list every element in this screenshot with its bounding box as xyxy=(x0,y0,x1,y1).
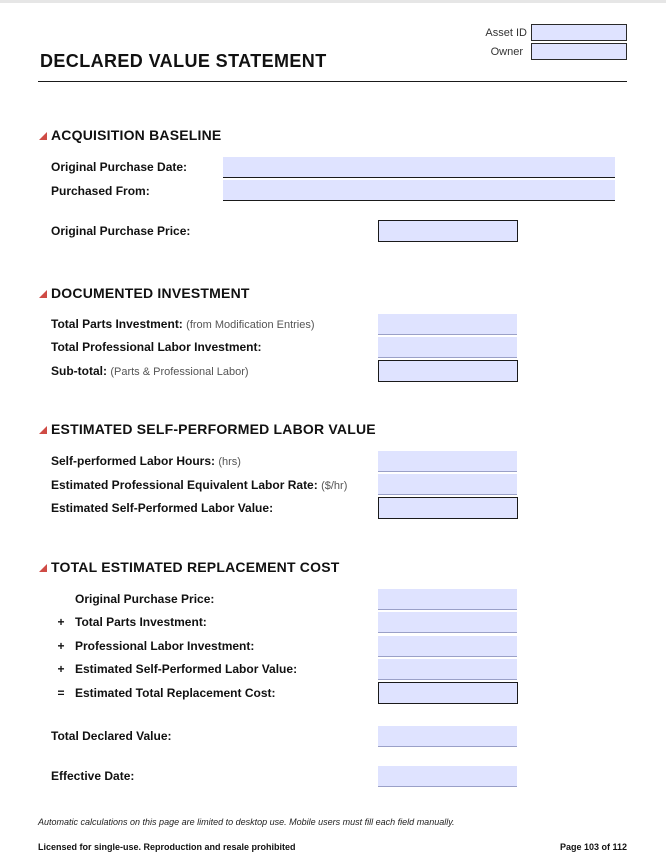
section-marker-icon xyxy=(39,132,47,140)
asset-id-label: Asset ID xyxy=(485,27,527,39)
professional-labor-label: Total Professional Labor Investment: xyxy=(51,340,262,354)
professional-labor-field[interactable] xyxy=(378,337,517,358)
owner-label: Owner xyxy=(490,46,523,58)
purchased-from-field[interactable] xyxy=(223,180,615,201)
section-marker-icon xyxy=(39,290,47,298)
subtotal-field[interactable] xyxy=(378,360,518,382)
purchase-date-label: Original Purchase Date: xyxy=(51,160,188,174)
parts-investment-note: (from Modification Entries) xyxy=(186,319,315,331)
replacement-labor-field[interactable] xyxy=(378,636,517,657)
declared-value-label: Total Declared Value: xyxy=(51,729,172,743)
purchased-from-label: Purchased From: xyxy=(51,184,150,198)
purchase-price-label: Original Purchase Price: xyxy=(51,224,191,238)
plus-operator: + xyxy=(57,639,65,653)
replacement-total-field[interactable] xyxy=(378,682,518,704)
effective-date-field[interactable] xyxy=(378,766,517,787)
labor-rate-label xyxy=(51,478,347,492)
section-replacement-cost xyxy=(39,559,339,575)
section-acquisition-baseline xyxy=(39,127,221,143)
replacement-self-labor-label: Estimated Self-Performed Labor Value: xyxy=(75,662,298,676)
labor-hours-note: (hrs) xyxy=(218,456,241,468)
replacement-parts-label: Total Parts Investment: xyxy=(75,615,207,629)
owner-field[interactable] xyxy=(531,43,627,60)
parts-investment-text: Total Parts Investment: xyxy=(51,317,183,331)
parts-investment-label xyxy=(51,317,315,331)
subtotal-note: (Parts & Professional Labor) xyxy=(110,366,249,378)
top-border xyxy=(0,0,666,3)
effective-date-label: Effective Date: xyxy=(51,769,135,783)
section-title: ACQUISITION BASELINE xyxy=(51,127,222,143)
replacement-total-label: Estimated Total Replacement Cost: xyxy=(75,686,276,700)
labor-hours-text: Self-performed Labor Hours: xyxy=(51,454,216,468)
replacement-labor-label: Professional Labor Investment: xyxy=(75,639,255,653)
page-number: Page 103 of 112 xyxy=(559,842,627,852)
labor-hours-field[interactable] xyxy=(378,451,517,472)
footer-note: Automatic calculations on this page are limited to desktop use. Mobile users must fill each field manually. xyxy=(38,817,455,827)
title-divider xyxy=(38,81,627,82)
section-marker-icon xyxy=(39,426,47,434)
self-labor-value-label: Estimated Self-Performed Labor Value: xyxy=(51,501,274,515)
section-title: DOCUMENTED INVESTMENT xyxy=(51,285,250,301)
labor-rate-note: ($/hr) xyxy=(321,480,348,492)
parts-investment-field[interactable] xyxy=(378,314,517,335)
self-labor-value-field[interactable] xyxy=(378,497,518,519)
replacement-purchase-price-field[interactable] xyxy=(378,589,517,610)
replacement-purchase-price-label: Original Purchase Price: xyxy=(75,592,215,606)
plus-operator: + xyxy=(57,662,65,676)
replacement-parts-field[interactable] xyxy=(378,612,517,633)
license-text: Licensed for single-use. Reproduction and resale prohibited xyxy=(38,842,296,852)
section-self-performed-labor xyxy=(39,421,376,437)
purchase-price-field[interactable] xyxy=(378,220,518,242)
purchase-date-field[interactable] xyxy=(223,157,615,178)
plus-operator: + xyxy=(57,615,65,629)
subtotal-text: Sub-total: xyxy=(51,364,107,378)
section-documented-investment xyxy=(39,285,250,301)
equals-operator: = xyxy=(57,686,65,700)
section-title: ESTIMATED SELF-PERFORMED LABOR VALUE xyxy=(51,421,376,437)
labor-rate-field[interactable] xyxy=(378,474,517,495)
asset-id-field[interactable] xyxy=(531,24,627,41)
section-marker-icon xyxy=(39,564,47,572)
subtotal-label xyxy=(51,364,249,378)
replacement-self-labor-field[interactable] xyxy=(378,659,517,680)
declared-value-field[interactable] xyxy=(378,726,517,747)
section-title: TOTAL ESTIMATED REPLACEMENT COST xyxy=(51,559,340,575)
labor-hours-label xyxy=(51,454,241,468)
labor-rate-text: Estimated Professional Equivalent Labor Rate: xyxy=(51,478,318,492)
page-title: DECLARED VALUE STATEMENT xyxy=(40,51,327,71)
